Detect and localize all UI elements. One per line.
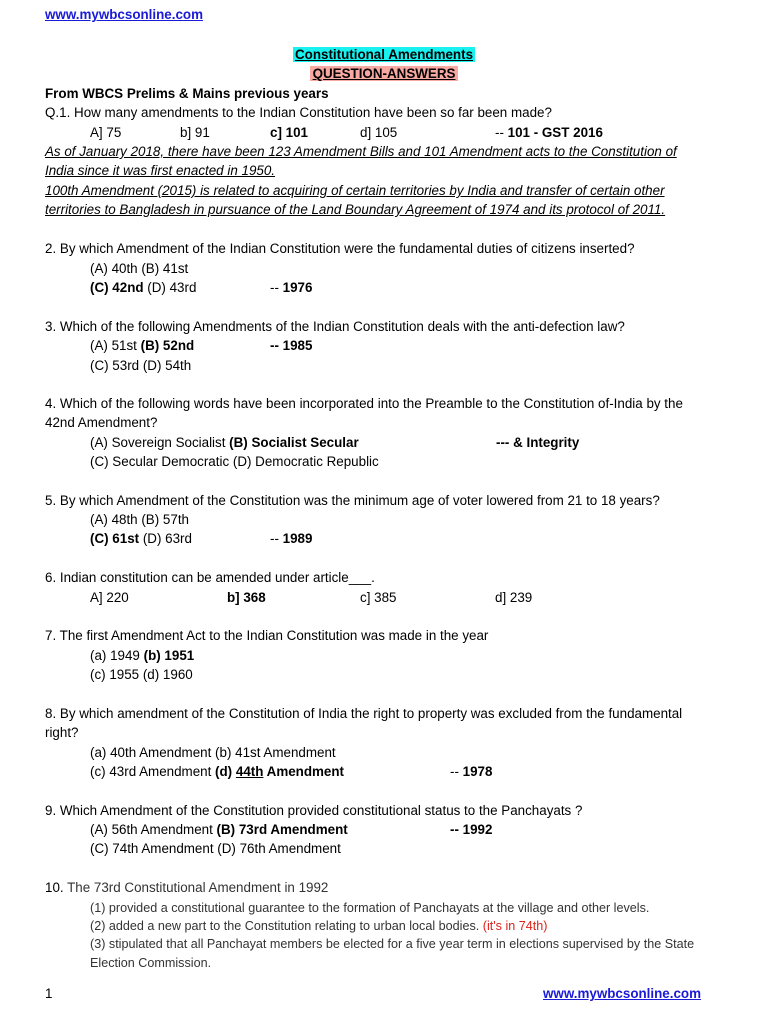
q8-correct-number: 44th [235,764,264,779]
q10-question-text: The 73rd Constitutional Amendment in 1992 [67,880,329,895]
q3-option-a: (A) 51st [90,338,141,353]
q6-option-a: A] 220 [90,590,129,605]
q8-options-line2 [90,763,344,781]
q1-note1-line2: India since it was first enacted in 1950. [45,163,276,178]
q1-question: Q.1. How many amendments to the Indian Constitution have been so far been made? [45,105,552,120]
q4-question-line1: 4. Which of the following words have been incorporated into the Preamble to the Constitution of-India by the [45,396,683,411]
footer-url-link[interactable]: www.mywbcsonline.com [543,986,701,1001]
q9-correct-option: (B) 73rd Amendment [216,822,348,837]
q3-options-line1 [90,337,194,355]
q5-question: 5. By which Amendment of the Constitution was the minimum age of voter lowered from 21 to 18 years? [45,493,660,508]
q4-correct-option: (B) Socialist Secular [229,435,359,450]
q4-option-a: (A) Sovereign Socialist [90,435,230,450]
q6-option-b-correct: b] 368 [227,590,266,605]
q10-statement-2-text: (2) added a new part to the Constitution relating to urban local bodies. [90,919,480,933]
q8-question-line2: right? [45,725,79,740]
q5-options-line2 [90,530,192,548]
q5-answer-value: 1989 [282,531,313,546]
q7-correct-option: (b) 1951 [143,648,195,663]
q8-option-c: (c) 43rd Amendment [90,764,216,779]
q8-answer [450,763,492,781]
q2-options-line2 [90,279,196,297]
q2-answer-prefix: -- [270,280,283,295]
q6-option-d: d] 239 [495,590,533,605]
q7-question: 7. The first Amendment Act to the Indian Constitution was made in the year [45,628,489,643]
q9-options-line2: (C) 74th Amendment (D) 76th Amendment [90,841,341,856]
q9-option-a: (A) 56th Amendment [90,822,217,837]
q2-question: 2. By which Amendment of the Indian Constitution were the fundamental duties of citizens inserted? [45,241,635,256]
q6-question: 6. Indian constitution can be amended under article___. [45,570,375,585]
q7-options-line1 [90,647,194,665]
q8-answer-value: 1978 [462,764,493,779]
q4-question-line2: 42nd Amendment? [45,415,158,430]
section-subtitle: From WBCS Prelims & Mains previous years [45,86,329,101]
title-line2-row [0,65,768,83]
q8-correct-label: (d) [215,764,236,779]
q3-question: 3. Which of the following Amendments of the Indian Constitution deals with the anti-defection law? [45,319,625,334]
q10-statement-2 [90,917,547,935]
q10-statement-3-line1: (3) stipulated that all Panchayat members be elected for a five year term in elections supervised by the State [90,937,695,951]
q5-option-d: (D) 63rd [139,531,192,546]
q8-options-line1: (a) 40th Amendment (b) 41st Amendment [90,745,336,760]
q10-number: 10. [45,880,68,895]
q1-option-b: b] 91 [180,125,210,140]
q9-options-line1 [90,821,348,839]
q2-correct-option: (C) 42nd [90,280,144,295]
q7-options-line2: (c) 1955 (d) 1960 [90,667,193,682]
title-line1-row [0,46,768,64]
q9-answer: -- 1992 [450,822,493,837]
page-subtitle-qa: QUESTION-ANSWERS [310,66,459,81]
q4-options-line1 [90,434,359,452]
q5-options-line1: (A) 48th (B) 57th [90,512,189,527]
q8-question-line1: 8. By which amendment of the Constitution of India the right to property was excluded from the fundamental [45,706,683,721]
q5-answer [270,530,312,548]
page-title: Constitutional Amendments [294,47,474,62]
q8-answer-prefix: -- [450,764,463,779]
q1-answer-prefix: -- [495,125,508,140]
q10-statement-1: (1) provided a constitutional guarantee to the formation of Panchayats at the village and other levels. [90,901,650,915]
q10-question [45,879,328,897]
q2-options-line1: (A) 40th (B) 41st [90,261,189,276]
q2-option-d: (D) 43rd [143,280,197,295]
q5-answer-prefix: -- [270,531,283,546]
q10-statement-2-note: (it's in 74th) [482,919,548,933]
q3-options-line2: (C) 53rd (D) 54th [90,358,192,373]
q2-answer-value: 1976 [282,280,313,295]
q4-answer: --- & Integrity [496,435,580,450]
q5-correct-option: (C) 61st [90,531,140,546]
q1-note1-line1: As of January 2018, there have been 123 Amendment Bills and 101 Amendment acts to the Constitution of [45,144,677,159]
q4-options-line2: (C) Secular Democratic (D) Democratic Republic [90,454,379,469]
q1-answer-value: 101 - GST 2016 [507,125,603,140]
q1-note2-line1: 100th Amendment (2015) is related to acquiring of certain territories by India and transfer of certain other [45,183,665,198]
q10-statement-3-line2: Election Commission. [90,956,212,970]
q1-answer [495,124,603,142]
q7-option-a: (a) 1949 [90,648,144,663]
q3-correct-option: (B) 52nd [140,338,195,353]
q6-option-c: c] 385 [360,590,397,605]
q2-answer [270,279,312,297]
q1-note2-line2: territories to Bangladesh in pursuance of the Land Boundary Agreement of 1974 and its protocol of 2011. [45,202,666,217]
q1-option-d: d] 105 [360,125,398,140]
q9-question: 9. Which Amendment of the Constitution provided constitutional status to the Panchayats ? [45,803,583,818]
header-url-link[interactable]: www.mywbcsonline.com [45,7,203,22]
q1-option-a: A] 75 [90,125,122,140]
q1-option-c-correct: c] 101 [270,125,308,140]
q8-correct-suffix: Amendment [263,764,345,779]
q3-answer: -- 1985 [270,338,313,353]
page-number: 1 [45,986,53,1001]
